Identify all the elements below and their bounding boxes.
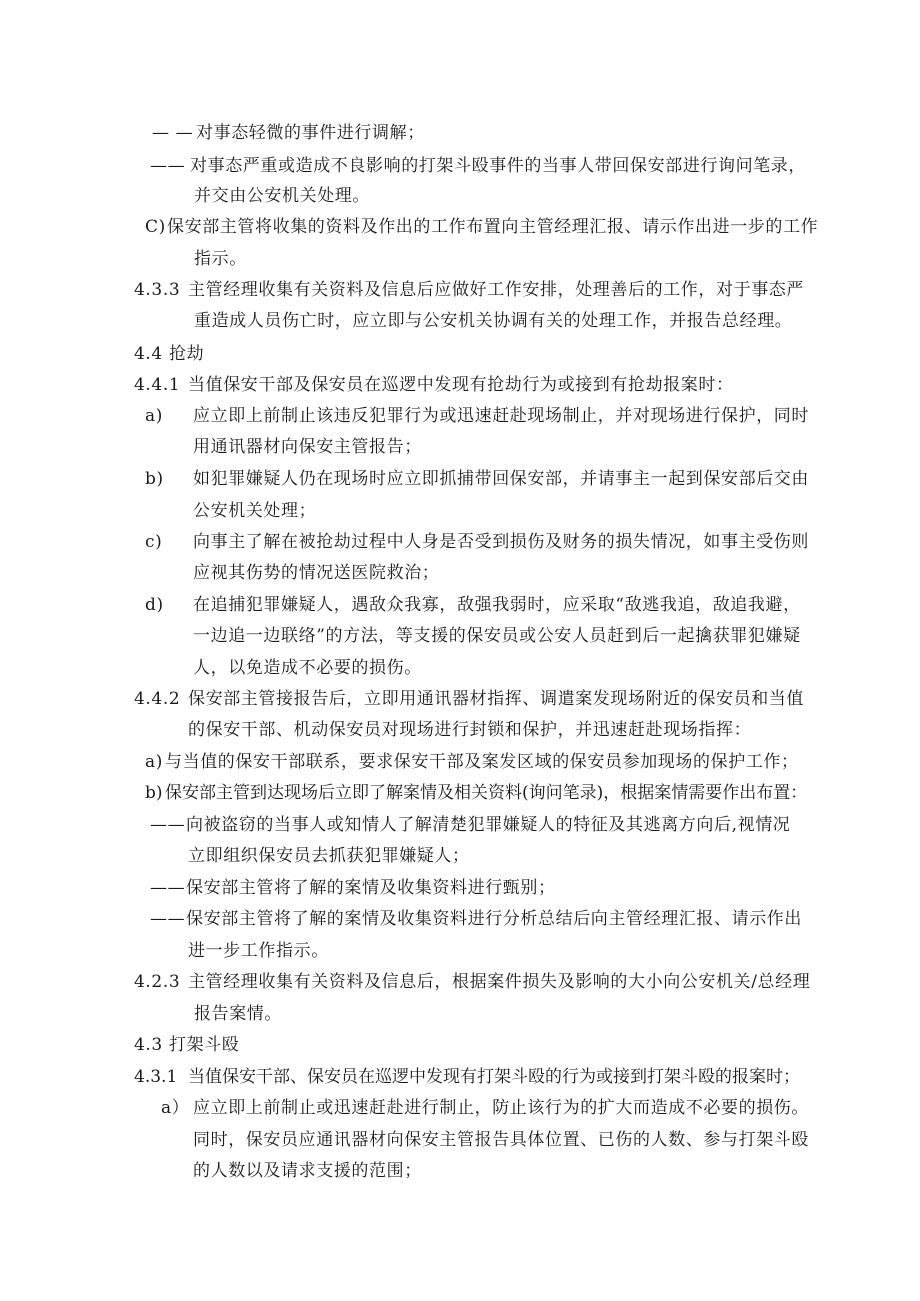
line-text: 保安部主管将收集的资料及作出的工作布置向主管经理汇报、请示作出进一步的工作 (167, 217, 819, 237)
line-text: 的保安干部、机动保安员对现场进行封锁和保护，并迅速赶赴现场指挥： (188, 720, 752, 740)
line-text: 重造成人员伤亡时，应立即与公安机关协调有关的处理工作，并报告总经理。 (194, 311, 793, 331)
line-text: 应立即上前制止或迅速赶赴进行制止，防止该行为的扩大而造成不必要的损伤。 (193, 1098, 809, 1118)
dash-item-mediation (152, 121, 425, 145)
line-text: 对事态严重或造成不良影响的打架斗殴事件的当事人带回保安部进行询问笔录， (190, 156, 806, 176)
section-4-2-3 (134, 970, 810, 994)
dash-marker: —— (150, 909, 186, 929)
line-text: 应立即上前制止该违反犯罪行为或迅速赶赴现场制止，并对现场进行保护，同时 (193, 406, 809, 426)
line-text: 报告案情。 (194, 1004, 282, 1024)
section-4-3-1 (134, 1065, 800, 1089)
continuation-line (193, 1128, 809, 1152)
line-text: 与当值的保安干部联系，要求保安干部及案发区域的保安员参加现场的保护工作； (165, 752, 799, 772)
line-text: 如犯罪嫌疑人仍在现场时应立即抓捕带回保安部，并请事主一起到保安部后交由 (193, 469, 809, 489)
line-text: 应视其伤势的情况送医院救治； (193, 563, 440, 583)
line-text: 保安部主管将了解的案情及收集资料进行甄别； (186, 878, 556, 898)
line-text: 保安部主管将了解的案情及收集资料进行分析总结后向主管经理汇报、请示作出 (186, 909, 802, 929)
line-text: 主管经理收集有关资料及信息后，根据案件损失及影响的大小向公安机关/总经理 (188, 972, 811, 992)
list-item-c (145, 530, 809, 554)
continuation-line (193, 435, 422, 459)
section-4-3-3 (134, 278, 804, 302)
line-text: 同时，保安员应通讯器材向保安主管报告具体位置、已伤的人数、参与打架斗殴 (193, 1130, 809, 1150)
list-item-b (145, 467, 809, 491)
continuation-line (193, 656, 422, 680)
line-text: 公安机关处理； (193, 501, 317, 521)
list-item-b (145, 781, 807, 805)
section-number: 4.2.3 (134, 972, 181, 992)
list-marker: d) (145, 595, 164, 615)
section-number: 4.3.3 (134, 280, 181, 300)
list-marker: b) (145, 783, 163, 803)
list-item-a (161, 1096, 809, 1120)
section-title: 打架斗殴 (169, 1035, 240, 1055)
dash-item-screening (150, 876, 556, 900)
continuation-line (188, 939, 329, 963)
dash-marker: —— (150, 156, 186, 176)
list-marker: c) (145, 532, 163, 552)
dash-marker: — — (152, 123, 194, 143)
continuation-line (188, 718, 751, 742)
list-item-a (145, 404, 809, 428)
section-title: 抢劫 (169, 344, 205, 364)
line-text: 主管经理收集有关资料及信息后应做好工作安排，处理善后的工作，对于事态严 (188, 280, 804, 300)
continuation-line (193, 499, 316, 523)
line-text: 对事态轻微的事件进行调解； (196, 123, 425, 143)
section-number: 4.4 (134, 344, 163, 364)
line-text: 保安部主管接报告后，立即用通讯器材指挥、调遣案发现场附近的保安员和当值 (188, 689, 804, 709)
line-text: 的人数以及请求支援的范围； (193, 1161, 422, 1181)
line-text: 用通讯器材向保安主管报告； (193, 437, 422, 457)
line-text: 在追捕犯罪嫌疑人，遇敌众我寡，敌强我弱时，应采取“敌逃我追，敌追我避， (193, 595, 801, 615)
line-text: 进一步工作指示。 (188, 941, 329, 961)
list-marker: b) (145, 469, 164, 489)
continuation-line (193, 561, 439, 585)
section-number: 4.3.1 (134, 1067, 178, 1087)
list-item-a (145, 750, 799, 774)
line-text: 向被盗窃的当事人或知情人了解清楚犯罪嫌疑人的特征及其逃离方向后,视情况 (186, 815, 791, 835)
section-heading-4-4 (134, 342, 204, 366)
dash-item-analysis (150, 907, 802, 931)
continuation-line (194, 309, 792, 333)
line-text: 并交由公安机关处理。 (194, 186, 370, 206)
continuation-line (193, 624, 801, 648)
section-4-4-2 (134, 687, 804, 711)
line-text: 人，以免造成不必要的损伤。 (193, 658, 422, 678)
line-text: 立即组织保安员去抓获犯罪嫌疑人； (188, 846, 470, 866)
continuation-line (194, 184, 370, 208)
line-text: 当值保安干部、保安员在巡逻中发现有打架斗殴的行为或接到打架斗殴的报案时； (188, 1067, 800, 1087)
dash-marker: —— (150, 878, 186, 898)
section-number: 4.4.2 (134, 689, 181, 709)
continuation-line (193, 1159, 422, 1183)
list-item-d (145, 593, 801, 617)
list-marker: a) (145, 406, 163, 426)
list-marker: a) (145, 752, 163, 772)
section-heading-4-3 (134, 1033, 239, 1057)
section-4-4-1 (134, 373, 734, 397)
list-marker: C) (145, 217, 166, 237)
section-number: 4.3 (134, 1035, 163, 1055)
continuation-line (194, 1002, 282, 1026)
dash-marker: —— (150, 815, 186, 835)
line-text: 指示。 (194, 249, 247, 269)
continuation-line (194, 247, 247, 271)
dash-item-serious-fight (150, 154, 806, 178)
list-item-c (145, 215, 818, 239)
continuation-line (188, 844, 470, 868)
line-text: 向事主了解在被抢劫过程中人身是否受到损伤及财务的损失情况，如事主受伤则 (193, 532, 809, 552)
line-text: 一边追一边联络”的方法，等支援的保安员或公安人员赶到后一起擒获罪犯嫌疑 (193, 626, 801, 646)
dash-item-witness (150, 813, 790, 837)
line-text: 保安部主管到达现场后立即了解案情及相关资料(询问笔录)，根据案情需要作出布置： (165, 783, 808, 803)
line-text: 当值保安干部及保安员在巡逻中发现有抢劫行为或接到有抢劫报案时： (188, 375, 734, 395)
section-number: 4.4.1 (134, 375, 181, 395)
list-marker: a） (161, 1098, 190, 1118)
